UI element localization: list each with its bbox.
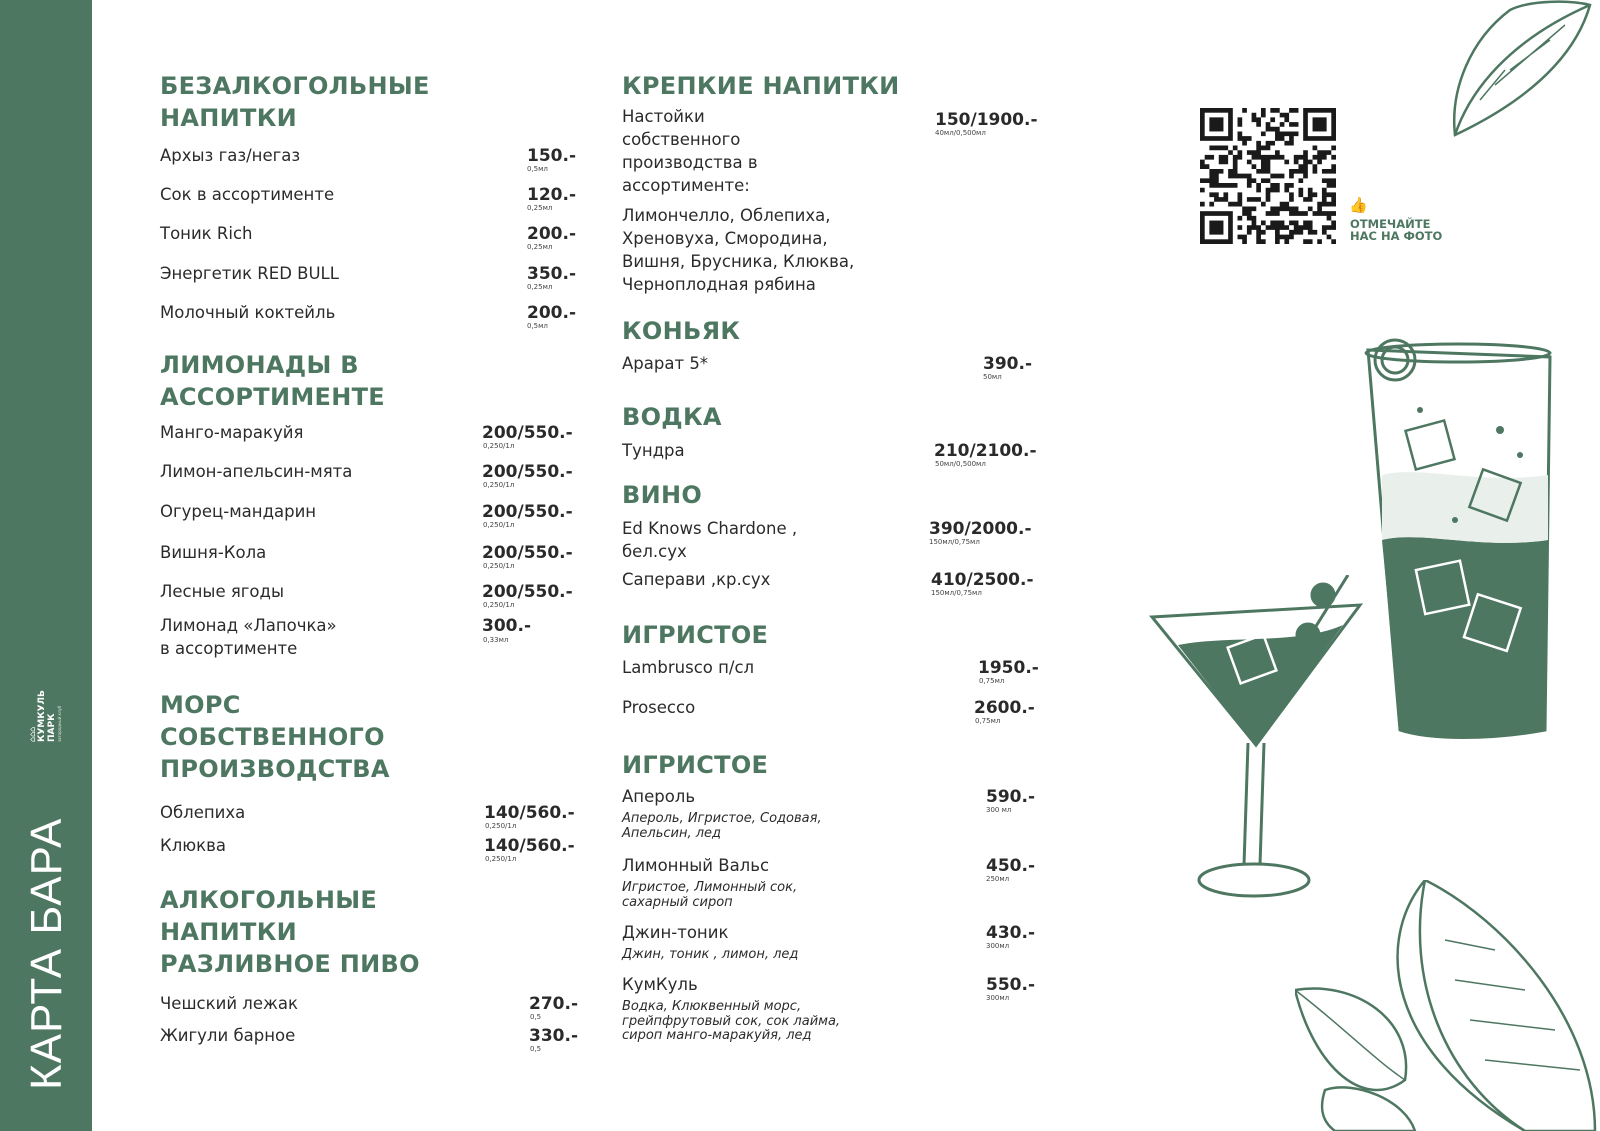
menu-item: Манго-маракуйя [160, 423, 304, 442]
sidebar-title: КАРТА БАРА [22, 817, 71, 1090]
price: 150/1900.- [935, 110, 1038, 130]
volume: 0,25мл [527, 243, 553, 251]
price: 200/550.- [482, 462, 573, 482]
menu-item: Энергетик RED BULL [160, 264, 339, 283]
price: 410/2500.- [931, 570, 1034, 590]
menu-item: Саперави ,кр.сух [622, 570, 771, 589]
item-description: Водка, Клюквенный морс, грейпфрутовый сок, сок лайма, сироп манго-маракуйя, лед [622, 999, 841, 1043]
menu-item: Вишня-Кола [160, 543, 267, 562]
volume: 0,250/1л [483, 521, 515, 529]
menu-item: Лесные ягоды [160, 582, 284, 601]
price: 1950.- [978, 658, 1039, 678]
price: 200.- [527, 303, 576, 323]
price: 200/550.- [482, 423, 573, 443]
price: 550.- [986, 975, 1035, 995]
leaf-icon [1295, 880, 1600, 1131]
menu-item: Сок в ассортименте [160, 185, 335, 204]
section-title-wine: ВИНО [622, 481, 703, 509]
menu-item: Ed Knows Chardone , бел.сух [622, 519, 798, 561]
price: 200/550.- [482, 543, 573, 563]
martini-glass-icon [1148, 575, 1368, 920]
menu-item: Апероль [622, 787, 696, 806]
item-description: Игристое, Лимонный сок, сахарный сироп [622, 880, 798, 910]
qr-code-icon[interactable] [1200, 108, 1336, 244]
volume: 50мл/0,500мл [935, 460, 986, 468]
price: 330.- [529, 1026, 578, 1046]
volume: 0,25мл [527, 283, 553, 291]
menu-item: Тоник Rich [160, 224, 253, 243]
menu-item: Молочный коктейль [160, 303, 336, 322]
sidebar [0, 0, 92, 1131]
volume: 0,250/1л [483, 601, 515, 609]
menu-item: Лимон-апельсин-мята [160, 462, 353, 481]
volume: 300мл [986, 994, 1010, 1002]
price: 140/560.- [484, 803, 575, 823]
section-title-beer: АЛКОГОЛЬНЫЕ НАПИТКИ РАЗЛИВНОЕ ПИВО [160, 886, 420, 978]
volume: 0,5мл [527, 165, 548, 173]
volume: 0,5 [530, 1045, 542, 1053]
price: 200.- [527, 224, 576, 244]
leaf-icon [1450, 0, 1600, 140]
volume: 300 мл [986, 806, 1012, 814]
price: 200/550.- [482, 582, 573, 602]
logo-sub: загородный клуб [57, 705, 62, 742]
volume: 0,250/1л [483, 562, 515, 570]
menu-item: Prosecco [622, 698, 696, 717]
price: 270.- [529, 994, 578, 1014]
volume: 0,250/1л [483, 481, 515, 489]
section-title-strong: КРЕПКИЕ НАПИТКИ [622, 72, 900, 100]
highball-glass-icon [1360, 335, 1560, 745]
section-title-vodka: ВОДКА [622, 403, 722, 431]
volume: 0,250/1л [485, 855, 517, 863]
menu-item: Жигули барное [160, 1026, 296, 1045]
price: 140/560.- [484, 836, 575, 856]
price: 390.- [983, 354, 1032, 374]
price: 390/2000.- [929, 519, 1032, 539]
volume: 250мл [986, 875, 1010, 883]
section-title-lemonades: ЛИМОНАДЫ В АССОРТИМЕНТЕ [160, 351, 385, 411]
section-title-mors: МОРС СОБСТВЕННОГО ПРОИЗВОДСТВА [160, 691, 390, 783]
logo-mark-icon: ⌂⌂⌂ [28, 726, 37, 742]
price: 350.- [527, 264, 576, 284]
promo-text: ОТМЕЧАЙТЕ НАС НА ФОТО [1350, 217, 1443, 243]
section-title-sparkling: ИГРИСТОЕ [622, 621, 769, 649]
item-description: Апероль, Игристое, Содовая, Апельсин, лед [622, 811, 822, 841]
price: 210/2100.- [934, 441, 1037, 461]
section-title-nonalc: БЕЗАЛКОГОЛЬНЫЕ НАПИТКИ [160, 72, 430, 132]
section-title-cognac: КОНЬЯК [622, 317, 741, 345]
price: 450.- [986, 856, 1035, 876]
price: 150.- [527, 146, 576, 166]
menu-item: Lambrusco п/сл [622, 658, 755, 677]
menu-item: Тундра [622, 441, 685, 460]
item-description: Джин, тоник , лимон, лед [622, 947, 799, 962]
volume: 40мл/0,500мл [935, 129, 986, 137]
menu-item-list: Лимончелло, Облепиха, Хреновуха, Смородина, Вишня, Брусника, Клюква, Черноплодная рябина [622, 206, 855, 294]
volume: 0,75мл [975, 717, 1001, 725]
price: 590.- [986, 787, 1035, 807]
volume: 0,25мл [527, 204, 553, 212]
section-title-cocktails: ИГРИСТОЕ [622, 751, 769, 779]
volume: 300мл [986, 942, 1010, 950]
price: 120.- [527, 185, 576, 205]
logo-name: КУМКУЛЬ ПАРК [37, 690, 57, 742]
menu-item: Арарат 5* [622, 354, 709, 373]
volume: 150мл/0,75мл [931, 589, 982, 597]
menu-item: Архыз газ/негаз [160, 146, 301, 165]
price: 430.- [986, 923, 1035, 943]
volume: 150мл/0,75мл [929, 538, 980, 546]
volume: 0,5 [530, 1013, 542, 1021]
menu-item: Джин-тоник [622, 923, 729, 942]
menu-item: Облепиха [160, 803, 246, 822]
menu-item: Чешский лежак [160, 994, 298, 1013]
volume: 0,250/1л [485, 822, 517, 830]
menu-item: Клюква [160, 836, 226, 855]
price: 300.- [482, 616, 531, 636]
price: 200/550.- [482, 502, 573, 522]
price: 2600.- [974, 698, 1035, 718]
volume: 0,5мл [527, 322, 548, 330]
menu-item: Лимонный Вальс [622, 856, 770, 875]
menu-item: КумКуль [622, 975, 698, 994]
volume: 0,33мл [483, 636, 509, 644]
logo [28, 682, 62, 742]
volume: 0,250/1л [483, 442, 515, 450]
thumbs-up-icon: 👍 [1349, 196, 1368, 214]
volume: 50мл [983, 373, 1002, 381]
volume: 0,75мл [979, 677, 1005, 685]
menu-item: Настойки собственного производства в ассортименте: [622, 107, 758, 195]
menu-item: Огурец-мандарин [160, 502, 317, 521]
menu-item: Лимонад «Лапочка» в ассортименте [160, 616, 337, 658]
